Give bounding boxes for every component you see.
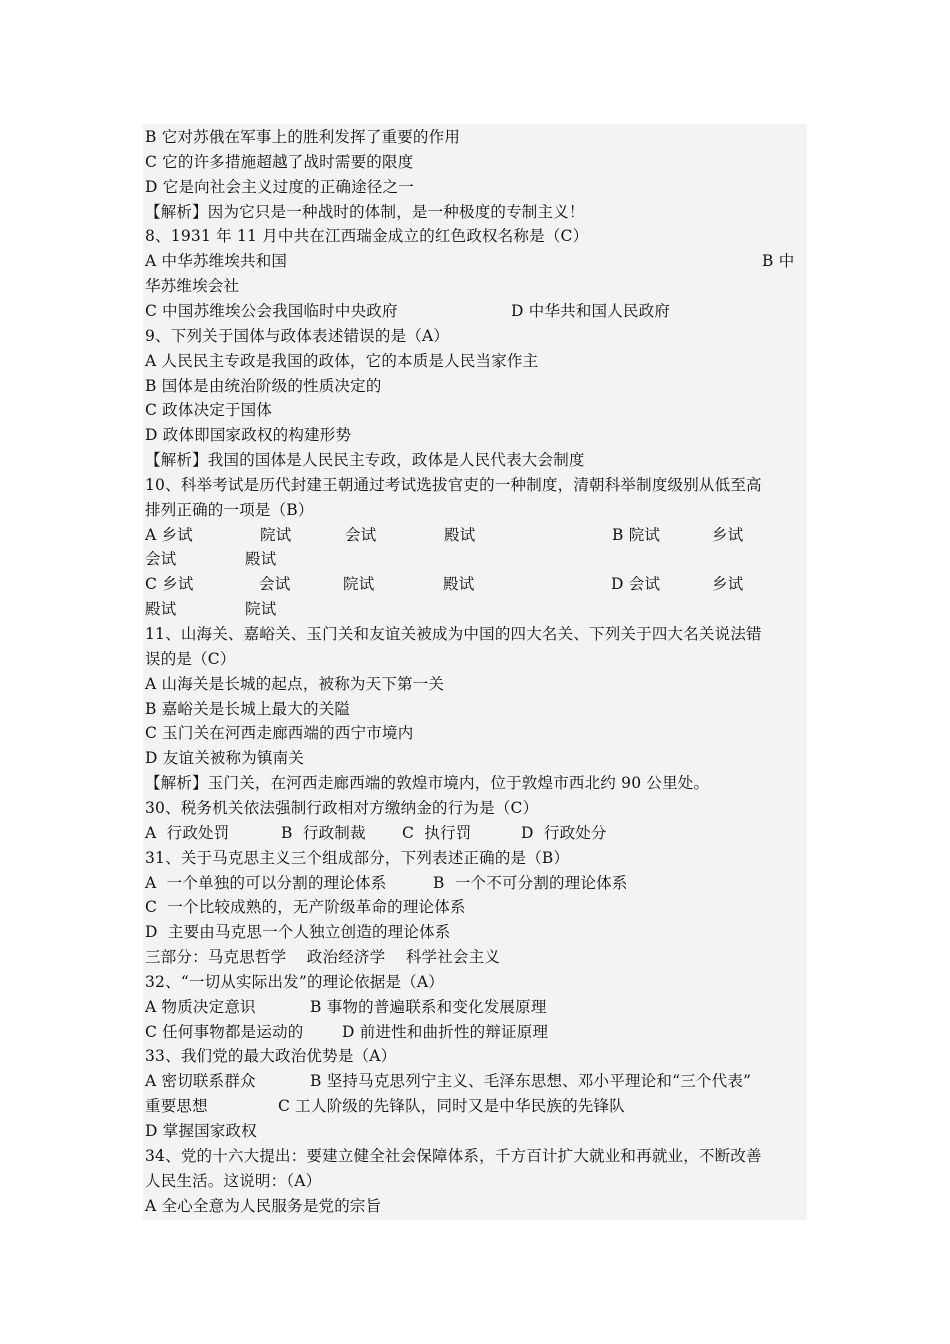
text-line bbox=[145, 572, 805, 596]
text-line: C 它的许多措施超越了战时需要的限度 bbox=[145, 152, 414, 171]
text-line: D 掌握国家政权 bbox=[145, 1122, 257, 1140]
text-line bbox=[145, 597, 805, 621]
text-segment: D 会试 bbox=[611, 575, 661, 594]
text-line bbox=[145, 1094, 805, 1118]
text-line bbox=[145, 249, 805, 273]
text-line: B 国体是由统治阶级的性质决定的 bbox=[145, 376, 382, 395]
text-line: 11、山海关、嘉峪关、玉门关和友谊关被成为中国的四大名关、下列关于四大名关说法错 bbox=[145, 625, 762, 643]
text-line: 30、税务机关依法强制行政相对方缴纳金的行为是（C） bbox=[145, 798, 539, 817]
text-line bbox=[145, 1069, 805, 1093]
text-segment: C 工人阶级的先锋队，同时又是中华民族的先锋队 bbox=[278, 1097, 625, 1116]
text-segment: A 密切联系群众 bbox=[145, 1072, 256, 1091]
text-line: 32、“一切从实际出发”的理论依据是（A） bbox=[145, 972, 444, 991]
text-line bbox=[145, 523, 805, 547]
text-line: D 政体即国家政权的构建形势 bbox=[145, 426, 352, 445]
text-segment: 会试 bbox=[145, 550, 177, 569]
text-segment: B 行政制裁 bbox=[281, 823, 366, 842]
text-line: A 全心全意为人民服务是党的宗旨 bbox=[145, 1196, 382, 1215]
text-segment: B 事物的普遍联系和变化发展原理 bbox=[310, 997, 547, 1016]
text-segment: 院试 bbox=[245, 600, 277, 619]
text-segment: A 行政处罚 bbox=[145, 823, 230, 842]
text-segment: 乡试 bbox=[712, 525, 744, 544]
text-segment: 殿试 bbox=[443, 575, 475, 594]
text-line: D 友谊关被称为镇南关 bbox=[145, 749, 305, 768]
text-line: D 它是向社会主义过度的正确途径之一 bbox=[145, 177, 414, 196]
text-segment: B 坚持马克思列宁主义、毛泽东思想、邓小平理论和“三个代表” bbox=[310, 1072, 752, 1091]
text-line: A 山海关是长城的起点，被称为天下第一关 bbox=[145, 674, 445, 693]
text-segment: 乡试 bbox=[712, 575, 744, 594]
text-line bbox=[145, 821, 805, 845]
text-segment: 院试 bbox=[343, 575, 375, 594]
text-line: 33、我们党的最大政治优势是（A） bbox=[145, 1047, 397, 1066]
text-line: 误的是（C） bbox=[145, 649, 236, 668]
text-line: 9、下列关于国体与政体表述错误的是（A） bbox=[145, 326, 450, 345]
text-line: 排列正确的一项是（B） bbox=[145, 500, 314, 519]
text-segment: 会试 bbox=[259, 575, 291, 594]
text-line: B 嘉峪关是长城上最大的关隘 bbox=[145, 699, 351, 718]
text-segment: A 一个单独的可以分割的理论体系 bbox=[145, 873, 387, 892]
text-segment: B 中 bbox=[762, 252, 795, 271]
text-line bbox=[145, 995, 805, 1019]
text-segment: 殿试 bbox=[444, 525, 476, 544]
text-line bbox=[145, 547, 805, 571]
text-segment: A 物质决定意识 bbox=[145, 997, 256, 1016]
text-segment: 院试 bbox=[260, 525, 292, 544]
text-segment: B 院试 bbox=[612, 525, 661, 544]
text-line: B 它对苏俄在军事上的胜利发挥了重要的作用 bbox=[145, 128, 461, 146]
text-segment: 殿试 bbox=[245, 550, 277, 569]
text-line: C 一个比较成熟的，无产阶级革命的理论体系 bbox=[145, 898, 466, 917]
text-segment: 殿试 bbox=[145, 600, 177, 619]
text-line: A 人民民主专政是我国的政体，它的本质是人民当家作主 bbox=[145, 351, 539, 370]
text-segment: D 行政处分 bbox=[521, 823, 607, 842]
text-segment: C 乡试 bbox=[145, 575, 194, 594]
text-line: 31、关于马克思主义三个组成部分，下列表述正确的是（B） bbox=[145, 848, 570, 867]
text-line: 【解析】玉门关，在河西走廊西端的敦煌市境内，位于敦煌市西北约 90 公里处。 bbox=[145, 774, 710, 793]
text-line: C 玉门关在河西走廊西端的西宁市境内 bbox=[145, 724, 414, 743]
text-line: 人民生活。这说明：（A） bbox=[145, 1171, 322, 1190]
text-segment: 重要思想 bbox=[145, 1097, 208, 1116]
text-line: D 主要由马克思一个人独立创造的理论体系 bbox=[145, 923, 451, 942]
text-segment: B 一个不可分割的理论体系 bbox=[433, 873, 628, 892]
text-line: C 政体决定于国体 bbox=[145, 401, 273, 420]
text-segment: C 执行罚 bbox=[402, 823, 472, 842]
text-segment: A 乡试 bbox=[145, 525, 193, 544]
text-line bbox=[145, 1020, 805, 1044]
text-segment: 会试 bbox=[345, 525, 377, 544]
text-line: 34、党的十六大提出：要建立健全社会保障体系，千方百计扩大就业和再就业，不断改善 bbox=[145, 1146, 762, 1165]
text-segment: C 中国苏维埃公会我国临时中央政府 bbox=[145, 301, 398, 320]
text-segment: D 前进性和曲折性的辩证原理 bbox=[342, 1022, 549, 1041]
text-line bbox=[145, 299, 805, 323]
document-page bbox=[143, 124, 807, 1220]
text-line bbox=[145, 871, 805, 895]
text-segment: D 中华共和国人民政府 bbox=[511, 301, 671, 320]
text-line: 【解析】我国的国体是人民民主专政，政体是人民代表大会制度 bbox=[145, 451, 585, 470]
text-line: 8、1931 年 11 月中共在江西瑞金成立的红色政权名称是（C） bbox=[145, 227, 589, 246]
text-segment: C 任何事物都是运动的 bbox=[145, 1022, 304, 1041]
text-line: 三部分：马克思哲学 政治经济学 科学社会主义 bbox=[145, 948, 501, 967]
text-line: 华苏维埃会社 bbox=[145, 277, 240, 296]
text-line: 【解析】因为它只是一种战时的体制，是一种极度的专制主义！ bbox=[145, 202, 585, 221]
text-line: 10、科举考试是历代封建王朝通过考试选拔官吏的一种制度，清朝科举制度级别从低至高 bbox=[145, 475, 762, 494]
text-segment: A 中华苏维埃共和国 bbox=[145, 252, 288, 271]
